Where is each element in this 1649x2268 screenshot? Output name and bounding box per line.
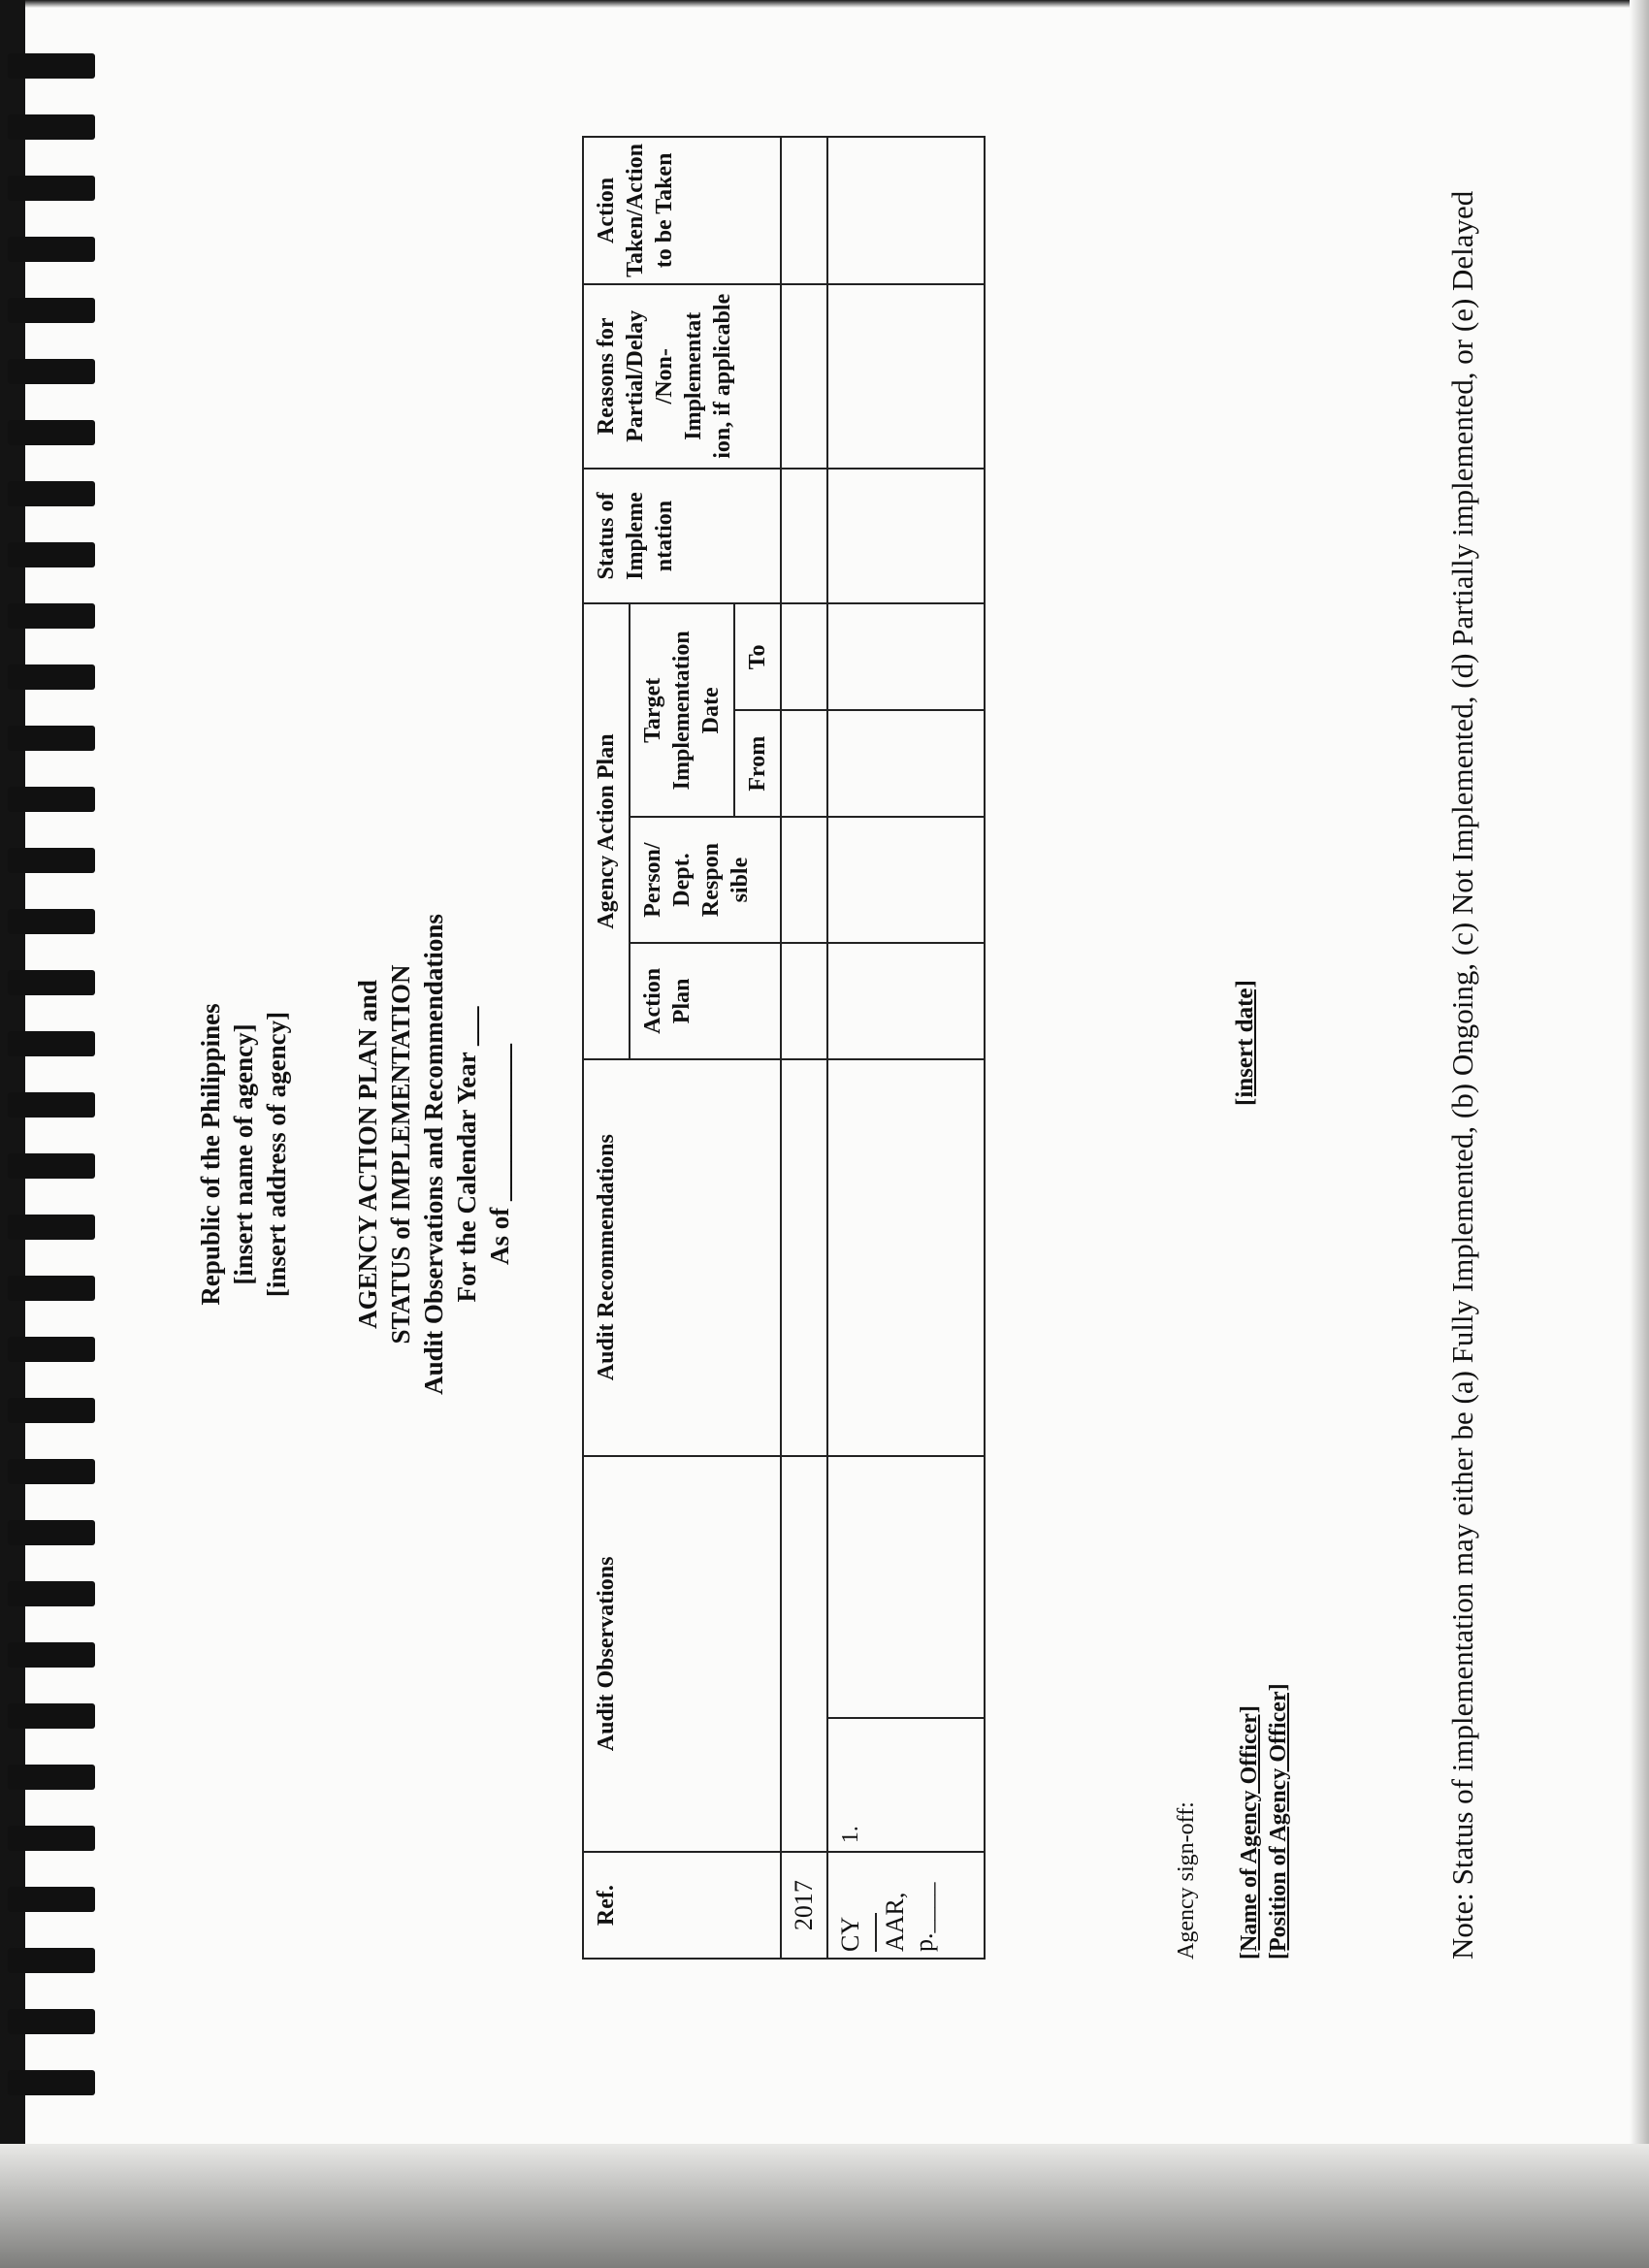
binding-clip bbox=[8, 53, 95, 79]
officer-name: [Name of Agency Officer] bbox=[1237, 1705, 1262, 1960]
binding-clip bbox=[8, 1887, 95, 1912]
header-ref: Ref. bbox=[583, 1852, 781, 1959]
binding-clip bbox=[8, 298, 95, 323]
header-to: To bbox=[734, 603, 781, 710]
table-header-row bbox=[583, 137, 630, 1959]
binding-clip bbox=[8, 176, 95, 201]
binding-clip bbox=[8, 1703, 95, 1729]
binding-clip bbox=[8, 909, 95, 934]
header-action-taken: Action Taken/Action to be Taken bbox=[583, 137, 781, 284]
title-line-4: For the Calendar Year ___ bbox=[452, 1006, 481, 1303]
binding-clip bbox=[8, 420, 95, 445]
binding-clip bbox=[8, 1398, 95, 1423]
signoff-label: Agency sign-off: bbox=[1174, 1801, 1199, 1960]
binding-clip bbox=[8, 1948, 95, 1973]
binding-clip bbox=[8, 2009, 95, 2034]
binding-clip bbox=[8, 1337, 95, 1362]
signoff-date: [insert date] bbox=[1232, 980, 1258, 1106]
status-note: Note: Status of implementation may either be (a) Fully Implemented, (b) Ongoing, (c) Not Implemented, (d) Partially implemented, or (e) Delayed bbox=[1445, 190, 1479, 1960]
binding-clip bbox=[8, 787, 95, 812]
binding-clip bbox=[8, 1276, 95, 1301]
binding-clip bbox=[8, 726, 95, 751]
item-number: 1. bbox=[828, 1717, 984, 1851]
header-reasons: Reasons for Partial/Delay /Non- Implementat ion, if applicable bbox=[583, 284, 781, 469]
observation-cell bbox=[827, 1456, 985, 1853]
table-year-row bbox=[781, 137, 827, 1959]
binding-clip bbox=[8, 1765, 95, 1790]
agency-address: [insert address of agency] bbox=[262, 1011, 291, 1298]
header-observations: Audit Observations bbox=[583, 1456, 781, 1853]
binding-clip bbox=[8, 1215, 95, 1240]
page-bottom-shadow bbox=[0, 2144, 1649, 2268]
binding-clip bbox=[8, 1459, 95, 1484]
header-status: Status of Impleme ntation bbox=[583, 469, 781, 604]
binding-clip bbox=[8, 2070, 95, 2095]
header-recommendations: Audit Recommendations bbox=[583, 1059, 781, 1456]
header-target-date: Target Implementation Date bbox=[630, 603, 734, 817]
year-cell: 2017 bbox=[781, 1852, 827, 1959]
binding-clip bbox=[8, 1520, 95, 1545]
binding-clip bbox=[8, 481, 95, 506]
table-row bbox=[827, 137, 985, 1959]
binding-clip bbox=[8, 664, 95, 690]
header-person-responsible: Person/ Dept. Respon sible bbox=[630, 817, 781, 943]
binding-clip bbox=[8, 359, 95, 384]
page-right-edge bbox=[1630, 0, 1649, 2268]
title-line-3: Audit Observations and Recommendations bbox=[419, 914, 448, 1395]
binding-spine bbox=[0, 0, 25, 2268]
header-from: From bbox=[734, 710, 781, 817]
binding-clip bbox=[8, 1642, 95, 1668]
ref-cy: CY bbox=[836, 1916, 864, 1952]
title-line-1: AGENCY ACTION PLAN and bbox=[353, 980, 382, 1329]
ref-aar: AAR, bbox=[881, 1892, 909, 1952]
officer-position: [Position of Agency Officer] bbox=[1266, 1683, 1291, 1960]
ref-page: p.____ bbox=[910, 1882, 938, 1952]
rotated-form bbox=[194, 39, 1504, 2076]
binding-clip bbox=[8, 1826, 95, 1851]
binding-clip bbox=[8, 603, 95, 629]
agency-name: [insert name of agency] bbox=[229, 1023, 258, 1285]
binding-clip bbox=[8, 1581, 95, 1606]
action-plan-table bbox=[582, 136, 986, 1960]
country-name: Republic of the Philippines bbox=[196, 1003, 225, 1306]
binding-clip bbox=[8, 237, 95, 262]
top-shadow bbox=[0, 0, 1649, 8]
document-header bbox=[194, 233, 516, 2076]
binding-clip bbox=[8, 1153, 95, 1179]
title-line-2: STATUS of IMPLEMENTATION bbox=[386, 964, 415, 1345]
title-line-5: As of ____________ bbox=[485, 1044, 514, 1265]
binding-clip bbox=[8, 114, 95, 140]
spiral-binding bbox=[0, 0, 107, 2268]
agency-signoff bbox=[1174, 1683, 1293, 1960]
binding-clip bbox=[8, 542, 95, 567]
binding-clip bbox=[8, 1092, 95, 1118]
header-action-plan: Action Plan bbox=[630, 943, 781, 1059]
ref-cell bbox=[827, 1852, 985, 1959]
header-agency-action-plan: Agency Action Plan bbox=[583, 603, 630, 1058]
binding-clip bbox=[8, 848, 95, 873]
binding-clip bbox=[8, 970, 95, 995]
binding-clip bbox=[8, 1031, 95, 1056]
